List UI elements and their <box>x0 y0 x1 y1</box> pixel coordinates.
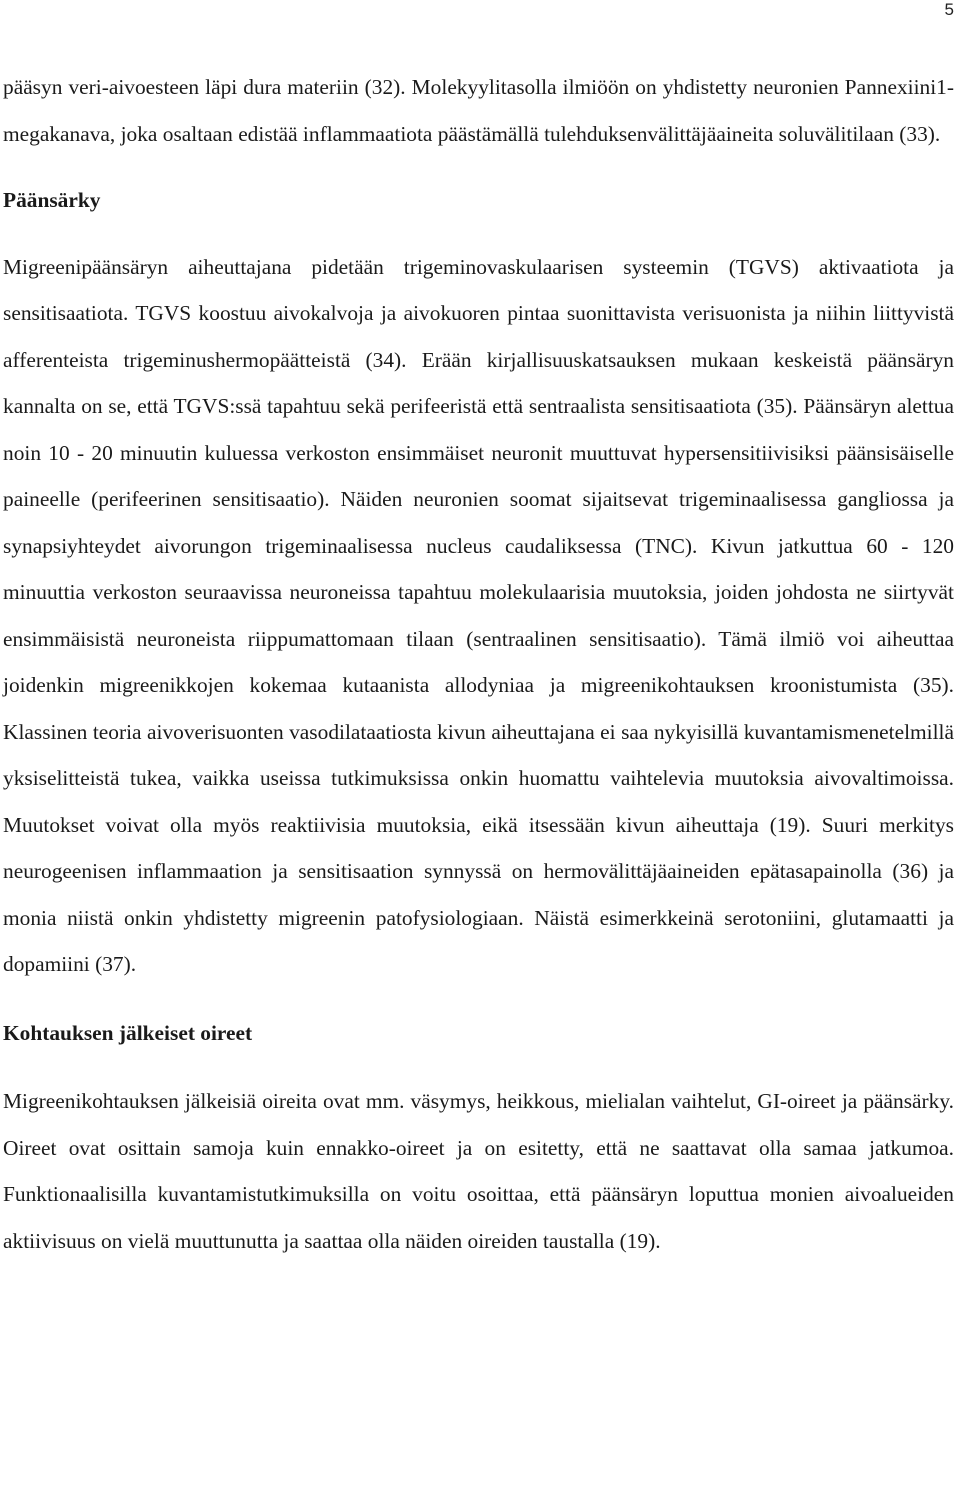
heading-postdrome: Kohtauksen jälkeiset oireet <box>3 1020 253 1045</box>
paragraph-headache: Migreenipäänsäryn aiheuttajana pidetään trigeminovaskulaarisen systeemin (TGVS) aktivaatiota ja sensitisaatiota. TGVS koostuu aivokalvoja ja aivokuoren pintaa suonittavista verisuonista ja niihin liittyvistä afferenteista trigeminushermopäätteistä (34). Erään kirjallisuuskatsauksen mukaan keskeistä päänsäryn kannalta on se, että TGVS:ssä tapahtuu sekä perifeeristä että sentraalista sensitisaatiota (35). Päänsäryn alettua noin 10 - 20 minuutin kuluessa verkoston ensimmäiset neuronit muuttuvat hypersensitiivisiksi päänsisäiselle paineelle (perifeerinen sensitisaatio). Näiden neuronien soomat sijaitsevat trigeminaalisessa gangliossa ja synapsiyhteydet aivorungon trigeminaalisessa nucleus caudaliksessa (TNC). Kivun jatkuttua 60 - 120 minuuttia verkoston seuraavissa neuroneissa tapahtuu molekulaarisia muutoksia, joiden johdosta ne siirtyvät ensimmäisistä neuroneista riippumattomaan tilaan (sentraalinen sensitisaatio). Tämä ilmiö voi aiheuttaa joidenkin migreenikkojen kokemaa kutaanista allodyniaa ja migreenikohtauksen kroonistumista (35). Klassinen teoria aivoverisuonten vasodilataatiosta kivun aiheuttajana ei saa nykyisillä kuvantamismenetelmillä yksiselitteistä tukea, vaikka useissa tutkimuksissa onkin huomattu vaihtelevia muutoksia aivovaltimoissa. Muutokset voivat olla myös reaktiivisia muutoksia, eikä itsessään kivun aiheuttaja (19). Suuri merkitys neurogeenisen inflammaation ja sensitisaation synnyssä on hermovälittäjäaineiden epätasapainolla (36) ja monia niistä onkin yhdistetty migreenin patofysiologiaan. Näistä esimerkkeinä serotoniini, glutamaatti ja dopamiini (37). <box>3 254 954 976</box>
heading-headache: Päänsärky <box>3 188 101 212</box>
paragraph-intro: pääsyn veri-aivoesteen läpi dura materiin (32). Molekyylitasolla ilmiöön on yhdistetty neuronien Pannexiini1-megakanava, joka osaltaan edistää inflammaatiota päästämällä tulehduksenvälittäjäaineita soluvälitilaan (33). <box>3 75 954 146</box>
page-number: 5 <box>944 0 954 19</box>
paragraph-postdrome: Migreenikohtauksen jälkeisiä oireita ovat mm. väsymys, heikkous, mielialan vaihtelut, GI-oireet ja päänsärky. Oireet ovat osittain samoja kuin ennakko-oireet ja on esitetty, että ne saattavat olla samaa jatkumoa. Funktionaalisilla kuvantamistutkimuksilla on voitu osoittaa, että päänsäryn loputtua monien aivoalueiden aktiivisuus on vielä muuttunutta ja saattaa olla näiden oireiden taustalla (19). <box>3 1089 954 1253</box>
page-content <box>3 64 954 1264</box>
